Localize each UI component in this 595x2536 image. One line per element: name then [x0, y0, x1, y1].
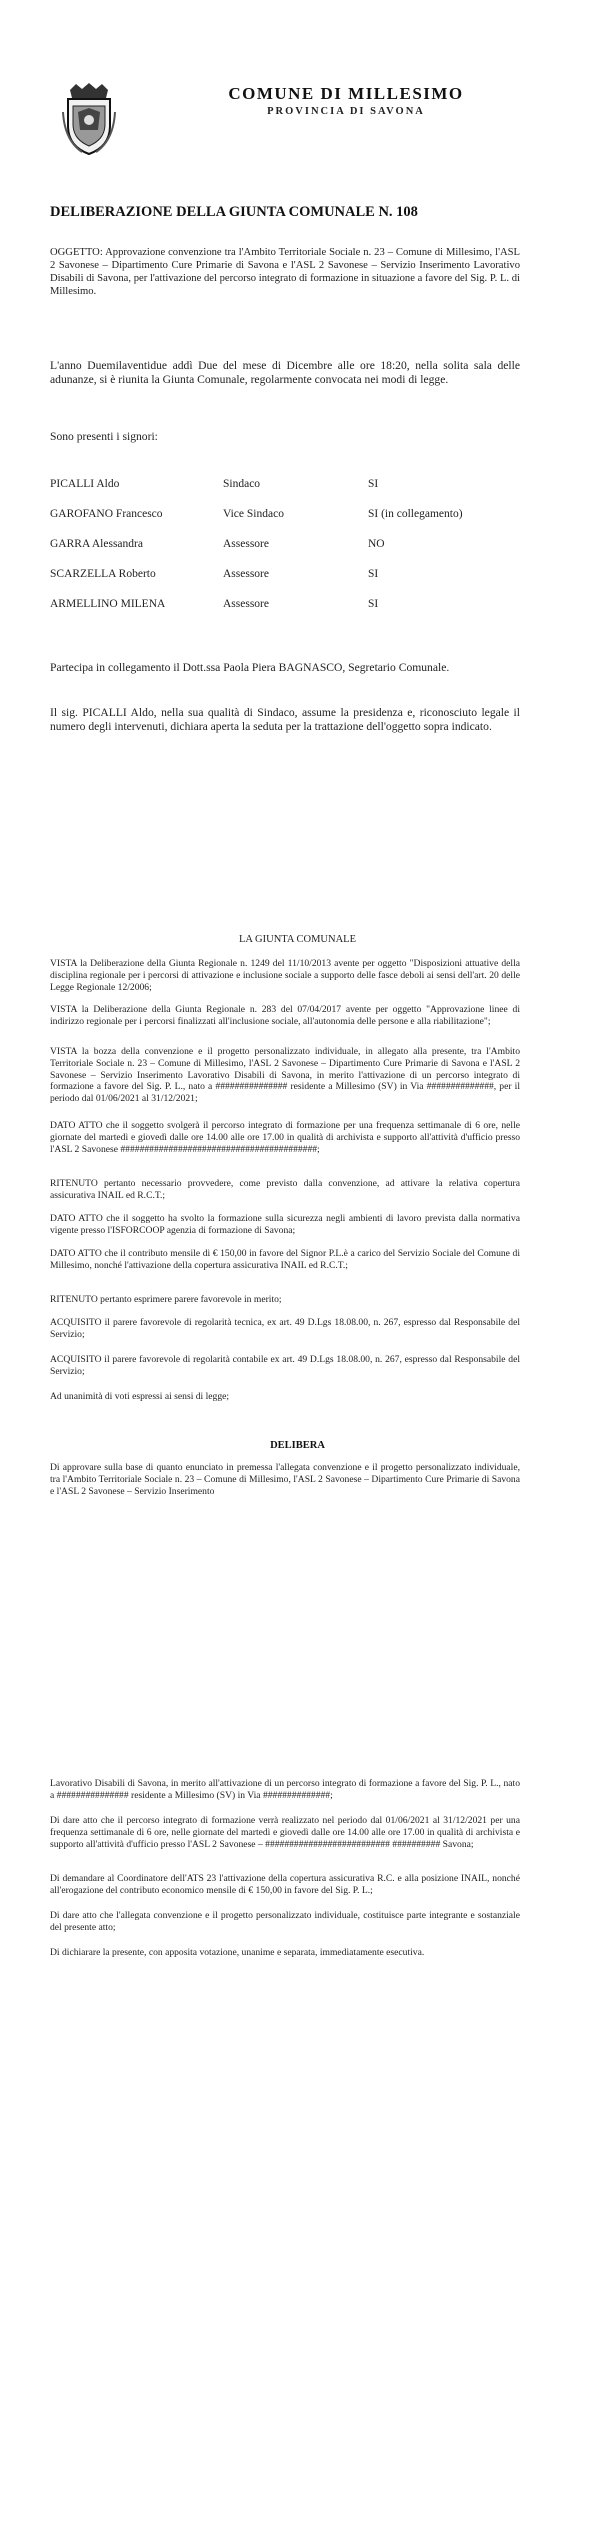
attendee-presence: NO — [368, 538, 385, 550]
giunta-paragraph: VISTA la Deliberazione della Giunta Regionale n. 283 del 07/04/2017 avente per oggetto "Approvazione linee di indirizzo regionale per i percorsi finalizzati all'inclusione sociale, all'autonomia delle persone e alla riabilitazione"; — [50, 1004, 520, 1027]
coat-of-arms-icon — [60, 82, 118, 156]
delibera-paragraph: Lavorativo Disabili di Savona, in merito all'attivazione di un percorso integrato di formazione a favore del Sig. P. L., nato a ############### residente a Millesimo (SV) in Via ##############; — [50, 1778, 520, 1801]
giunta-paragraph: ACQUISITO il parere favorevole di regolarità contabile ex art. 49 D.Lgs 18.08.00, n. 267, espresso dal Responsabile del Servizio; — [50, 1354, 520, 1377]
attendee-presence: SI — [368, 478, 379, 490]
deliberation-subject: OGGETTO: Approvazione convenzione tra l'Ambito Territoriale Sociale n. 23 – Comune di Millesimo, l'ASL 2 Savonese – Dipartimento Cure Primarie di Savona e l'ASL 2 Savonese – Servizio Inserimento Lavorativo Disabili di Savona, per l'attivazione del percorso integrato di formazione in situazione a favore del Sig. P. L. di Millesimo. — [50, 247, 520, 297]
attendee-presence: SI — [368, 598, 379, 610]
giunta-paragraph: VISTA la bozza della convenzione e il progetto personalizzato individuale, in allegato alla presente, tra l'Ambito Territoriale Sociale n. 23 – Comune di Millesimo, l'ASL 2 Savonese – Dipartimento Cure Primarie di Savona e l'ASL 2 Savonese – Servizio Inserimento Lavorativo Disabili di Savona, in merito l'attivazione di un percorso integrato di formazione a favore del Sig. P. L., nato a ############### residente a Millesimo (SV) in Via ##############, per il periodo dal 01/06/2021 al 31/12/2021; — [50, 1046, 520, 1105]
attendee-name: GARRA Alessandra — [50, 538, 143, 550]
giunta-paragraph: RITENUTO pertanto necessario provvedere, come previsto dalla convenzione, ad attivare la relativa copertura assicurativa INAIL ed R.C.T.; — [50, 1178, 520, 1201]
attendee-name: PICALLI Aldo — [50, 478, 120, 490]
attendee-role: Assessore — [223, 568, 269, 580]
giunta-heading: LA GIUNTA COMUNALE — [239, 934, 356, 945]
delibera-intro: Di approvare sulla base di quanto enunciato in premessa l'allegata convenzione e il progetto personalizzato individuale, tra l'Ambito Territoriale Sociale n. 23 – Comune di Millesimo, l'ASL 2 Savonese – Dipartimento Cure Primarie di Savona e l'ASL 2 Savonese – Servizio Inserimento — [50, 1462, 520, 1497]
attendee-name: ARMELLINO MILENA — [50, 598, 166, 610]
attendee-presence: SI (in collegamento) — [368, 508, 463, 520]
deliberation-title: DELIBERAZIONE DELLA GIUNTA COMUNALE N. 108 — [50, 204, 418, 220]
attendee-role: Assessore — [223, 538, 269, 550]
attendee-name: GAROFANO Francesco — [50, 508, 163, 520]
attendee-role: Vice Sindaco — [223, 508, 284, 520]
meeting-opening: L'anno Duemilaventidue addì Due del mese di Dicembre alle ore 18:20, nella solita sala delle adunanze, si è riunita la Giunta Comunale, regolarmente convocata nei modi di legge. — [50, 359, 520, 387]
giunta-paragraph: RITENUTO pertanto esprimere parere favorevole in merito; — [50, 1294, 282, 1305]
attendee-name: SCARZELLA Roberto — [50, 568, 156, 580]
attendee-role: Assessore — [223, 598, 269, 610]
province-name: PROVINCIA DI SAVONA — [267, 106, 425, 117]
delibera-heading: DELIBERA — [270, 1440, 325, 1451]
giunta-paragraph: ACQUISITO il parere favorevole di regolarità tecnica, ex art. 49 D.Lgs 18.08.00, n. 267, espresso dal Responsabile del Servizio; — [50, 1317, 520, 1340]
delibera-paragraph: Di demandare al Coordinatore dell'ATS 23 l'attivazione della copertura assicurativa R.C. e alla posizione INAIL, nonché all'erogazione del contributo economico mensile di € 150,00 in favore del Sig. P. L.; — [50, 1873, 520, 1896]
municipality-name: COMUNE DI MILLESIMO — [228, 84, 464, 103]
giunta-paragraph: DATO ATTO che il contributo mensile di € 150,00 in favore del Signor P.L.è a carico del Servizio Sociale del Comune di Millesimo, nonché l'attivazione della copertura assicurativa INAIL ed R.C.T.; — [50, 1248, 520, 1271]
chair-paragraph: Il sig. PICALLI Aldo, nella sua qualità di Sindaco, assume la presidenza e, riconosciuto legale il numero degli intervenuti, dichiara aperta la seduta per la trattazione dell'oggetto sopra indicato. — [50, 706, 520, 734]
giunta-paragraph: DATO ATTO che il soggetto ha svolto la formazione sulla sicurezza negli ambienti di lavoro prevista dalla normativa vigente presso l'ISFORCOOP agenzia di formazione di Savona; — [50, 1213, 520, 1236]
delibera-paragraph: Di dichiarare la presente, con apposita votazione, unanime e separata, immediatamente esecutiva. — [50, 1947, 425, 1958]
giunta-paragraph: Ad unanimità di voti espressi ai sensi di legge; — [50, 1391, 230, 1402]
attendee-presence: SI — [368, 568, 379, 580]
giunta-paragraph: VISTA la Deliberazione della Giunta Regionale n. 1249 del 11/10/2013 avente per oggetto "Disposizioni attuative della disciplina regionale per i percorsi di attivazione e inclusione sociale a supporto delle fasce deboli ai sensi dell'art. 20 delle Legge Regionale 12/2006; — [50, 958, 520, 993]
present-intro: Sono presenti i signori: — [50, 430, 158, 443]
giunta-paragraph: DATO ATTO che il soggetto svolgerà il percorso integrato di formazione per una frequenza settimanale di 6 ore, nelle giornate del martedì e giovedì dalle ore 14.00 alle ore 17.00 in qualità di archivista e supporto all'attività d'ufficio presso l'ASL 2 Savonese #########################################; — [50, 1120, 520, 1155]
attendee-role: Sindaco — [223, 478, 261, 490]
delibera-paragraph: Di dare atto che l'allegata convenzione e il progetto personalizzato individuale, costituisce parte integrante e sostanziale del presente atto; — [50, 1910, 520, 1933]
secretary-paragraph: Partecipa in collegamento il Dott.ssa Paola Piera BAGNASCO, Segretario Comunale. — [50, 661, 450, 674]
delibera-paragraph: Di dare atto che il percorso integrato di formazione verrà realizzato nel periodo dal 01/06/2021 al 31/12/2021 per una frequenza settimanale di 6 ore, nelle giornate del martedì e giovedì dalle ore 14.00 alle ore 17.00 in qualità di archivista e supporto all'attività d'ufficio presso l'ASL 2 Savonese – ########################## ########## Savona; — [50, 1815, 520, 1850]
